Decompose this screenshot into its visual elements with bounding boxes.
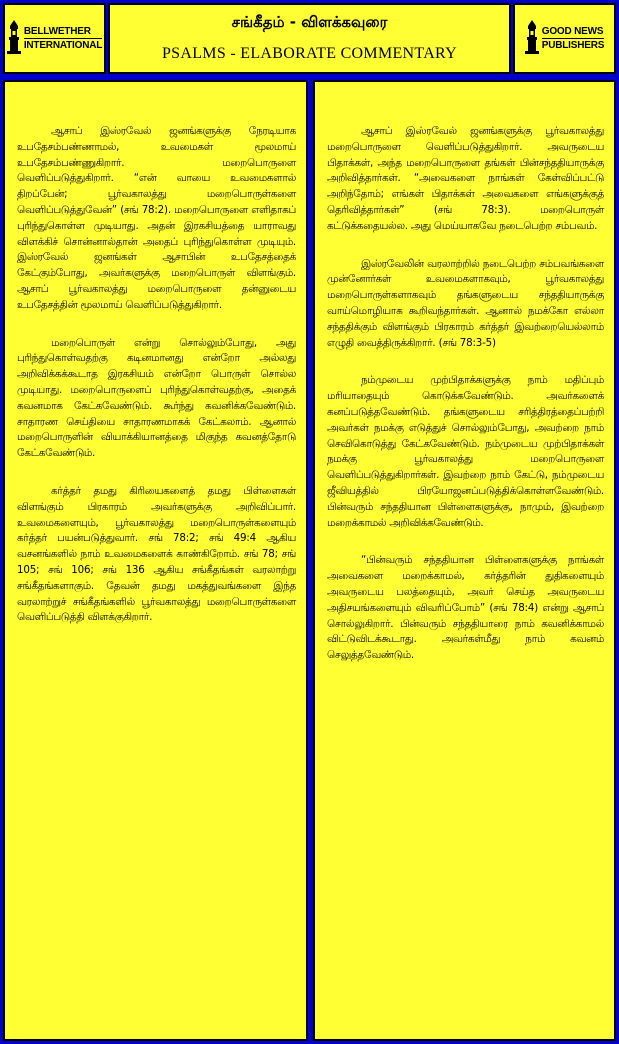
logo-right-line2: PUBLISHERS — [541, 40, 605, 51]
logo-left-line2: INTERNATIONAL — [23, 40, 103, 51]
good-news-logo — [513, 3, 616, 74]
right-paragraph-3: நம்முடைய முற்பிதாக்களுக்கு நாம் மதிப்பும் மரியாதையும் கொடுக்கவேண்டும். அவர்களைக் கனப்படுத்தவேண்டும். தங்களுடைய சரித்திரத்தைப்பற்றி அவர்கள் நமக்கு எடுத்துச் சொல்லும்போது, அவற்றை நாம் செவிகொடுத்து கேட்கவேண்டும். நம்முடைய முற்பிதாக்கள் நமக்கு பூர்வகாலத்து மறைபொருளை வெளிப்படுத்துகிறார்கள். இவற்றை நாம் கேட்டு, நம்முடைய ஜீவியத்தில் பிரயோஜனப்படுத்திக்கொள்ளவேண்டும். பின்வரும் சந்ததியான பிள்ளைகளுக்கு, நாமும், இவற்றை மறைக்காமல் அறிவிக்கவேண்டும். — [327, 374, 604, 529]
logo-left-line1: BELLWETHER — [23, 26, 91, 37]
bellwether-logo-text — [24, 25, 102, 52]
bellwether-logo — [3, 3, 106, 74]
page-title-tamil: சங்கீதம் - விளக்கவுரை — [231, 13, 388, 31]
good-news-logo-text — [542, 25, 604, 52]
left-column — [3, 80, 308, 1041]
left-paragraph-1: ஆசாப் இஸ்ரவேல் ஜனங்களுக்கு நேரடியாக உபதேசம்பண்ணாமல், உவமைகள் மூலமாய் உபதேசம்பண்ணுகிறார். மறைபொருளை வெளிப்படுத்துகிறார். “என் வாயை உவமைகளால் திறப்பேன்; பூர்வகாலத்து மறைபொருள்களை வெளிப்படுத்துவேன்” (சங் 78:2). மறைபொருளை எளிதாகப் புரிந்துகொள்ள முடியாது. அதன் இரகசியத்தை யாராவது விளக்கிச் சொன்னால்தான் அதைப் புரிந்துகொள்ள முடியும். இஸ்ரவேல் ஜனங்கள் ஆசாபின் உபதேசத்தைக் கேட்கும்போது, அவர்களுக்கு மறைபொருள் விளங்கும். ஆசாப் பூர்வகாலத்து மறைபொருளை தன்னுடைய உபதேசத்தின் மூலமாய் வெளிப்படுத்துகிறார். — [17, 125, 296, 311]
left-paragraph-3: கர்த்தர் தமது கிரியைகளைத் தமது பிள்ளைகள் விளங்கும் பிரகாரம் அவர்களுக்கு அறிவிப்பார். உவமைகளையும், பூர்வகாலத்து மறைபொருள்களையும் கர்த்தர் பயன்படுத்துவார். சங் 78:2; சங் 49:4 ஆகிய வசனங்களில் நாம் உவமைகளைக் காண்கிறோம். சங் 78; சங் 105; சங் 106; சங் 136 ஆகிய சங்கீதங்கள் வரலாற்று சங்கீதங்களாகும். தேவன் தமது மகத்துவங்களை இந்த வரலாற்றுச் சங்கீதங்களில் பூர்வகாலத்து மறைபொருள்களை வெளிப்படுத்தி விளக்குகிறார். — [17, 484, 296, 624]
page-title-english: PSALMS - ELABORATE COMMENTARY — [161, 45, 457, 62]
right-paragraph-4: “பின்வரும் சந்ததியான பிள்ளைகளுக்கு நாங்கள் அவைகளை மறைக்காமல், கர்த்தரின் துதிகளையும் அவருடைய பலத்தையும், அவர் செய்த அவருடைய அதிசயங்களையும் விவரிப்போம்” (சங் 78:4) என்று ஆசாப் சொல்லுகிறார். பின்வரும் சந்ததியாரை நாம் கவனிக்காமல் விட்டுவிடக்கூடாது. அவர்கள்மீது நாம் கவனம் செலுத்தவேண்டும். — [327, 554, 604, 662]
right-paragraph-2: இஸ்ரவேலின் வரலாற்றில் நடைபெற்ற சம்பவங்களை முன்னோர்கள் உவமைகளாகவும், பூர்வகாலத்து மறைபொருள்களாகவும் தங்களுடைய சந்ததியாருக்கு வாய்மொழியாக கூறிவந்தார்கள். ஆனால் நமக்கோ எல்லா சந்ததிக்கும் விளங்கும் பிரகாரம் கர்த்தர் இவற்றையெல்லாம் எழுதி வைத்திருக்கிறார். (சங் 78:3-5) — [327, 257, 604, 349]
left-paragraph-2: மறைபொருள் என்று சொல்லும்போது, அது புரிந்துகொள்வதற்கு கடினமானது என்றோ அல்லது அறிவிக்கக்கூடாத இரகசியம் என்றோ பொருள் சொல்ல முடியாது. மறைபொருளைப் புரிந்துகொள்வதற்கு, அதைக் கவனமாக கேட்கவேண்டும். கூர்ந்து கவனிக்கவேண்டும். சாதாரண செய்தியை சாதாரணமாகக் கேட்கலாம். ஆனால் மறைபொருளின் வியாக்கியானத்தை மிகுந்த கவனத்தோடு கேட்கவேண்டும். — [17, 336, 296, 460]
right-column — [313, 80, 616, 1041]
logo-right-line1: GOOD NEWS — [541, 26, 604, 37]
right-paragraph-1: ஆசாப் இஸ்ரவேல் ஜனங்களுக்கு பூர்வகாலத்து மறைபொருளை வெளிப்படுத்துகிறார். அவருடைய பிதாக்கள், அந்த மறைபொருளை தங்கள் பின்சந்ததியாருக்கு அறிவித்தார்கள். “அவைகளை நாங்கள் கேள்விப்பட்டு அறிந்தோம்; எங்கள் பிதாக்கள் அவைகளை எங்களுக்குத் தெரிவித்தார்கள்” (சங் 78:3). மறைபொருள் கட்டுக்கதையல்ல. அது மெய்யாகவே நடைபெற்ற சம்பவம். — [327, 125, 604, 232]
bell-tower-icon — [7, 20, 21, 58]
bell-tower-icon — [525, 20, 539, 58]
page-header — [108, 3, 511, 74]
